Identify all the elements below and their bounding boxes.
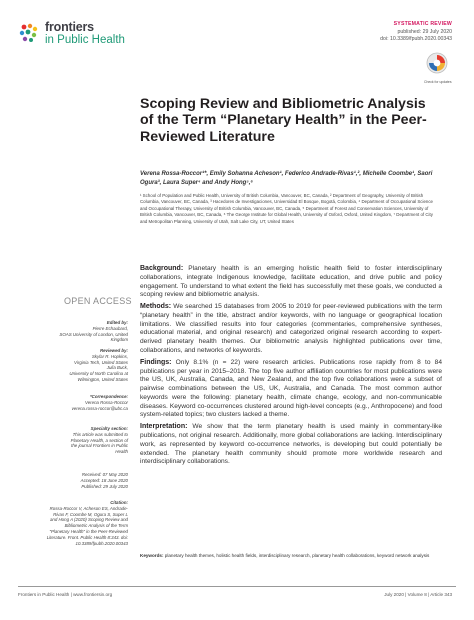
- reviewer-name[interactable]: Julia Buck,: [106, 365, 128, 371]
- article-type-label: SYSTEMATIC REVIEW: [393, 21, 452, 27]
- abstract-methods: [140, 303, 442, 356]
- reviewer-name[interactable]: Skylar R. Hopkins,: [91, 353, 128, 359]
- crossmark-badge[interactable]: [424, 52, 450, 82]
- background-text: Planetary health is an emerging holistic health field to foster interdisciplinary collaborations, integrate Indigenous knowledge, facilitate education, and drive public and policy engagement. To understand to what extent the field has successfully met these goals, we conducted a scoping review and bibliometric analysis.: [140, 265, 442, 299]
- reviewed-by-block: [8, 348, 128, 383]
- abstract-interpretation: [140, 423, 442, 467]
- citation-label: Citation:: [110, 500, 128, 505]
- open-access-label: OPEN ACCESS: [64, 296, 132, 306]
- correspondence-block: [8, 394, 128, 411]
- published-date-side: Published: 29 July 2020: [81, 483, 128, 489]
- correspondence-email[interactable]: verena.rossa-roccor@ubc.ca: [71, 405, 128, 411]
- methods-text: We searched 15 databases from 2005 to 2019 for peer-reviewed publications with the term “planetary health” in the title, abstract and/or keywords, with no language or geographical location limitations. We classified results into four categories (commentaries, comprehensive syntheses, educational material, and original research) and categorized original research according to expert-derived planetary health themes. Our bibliometric analysis highlighted publications over time, collaborations, and networks of keywords.: [140, 303, 442, 354]
- received-date: Received: 07 May 2020: [81, 472, 128, 477]
- findings-text: Only 8.1% (n = 22) were research articles. Publications rose rapidly from 8 to 84 publications per year in 2015–2018. The top five author affiliation countries for most publications were the US, UK, Australia, Canada, and New Zealand, and the top five collaborations were a subset of pairwise combinations between the US, UK, Australia, and Canada. The most common author keywords were the following: planetary health, climate change, ecology, and non-communicable diseases. Keyword co-occurrences clustered around high-level concepts (e.g., Anthropocene) and food system-related topics; two clusters lacked a theme.: [140, 358, 442, 419]
- specialty-section-text: This article was submitted to Planetary Health, a section of the journal Frontiers in Public Health: [70, 431, 128, 455]
- frontiers-logo-mark-icon: [18, 22, 40, 44]
- keywords: [140, 553, 442, 559]
- methods-label: Methods:: [140, 303, 172, 311]
- keywords-text: planetary health themes, holistic health fields, interdisciplinary research, planetary health collaborations, keyword network analysis: [164, 553, 430, 558]
- crossmark-label: Check for updates: [424, 80, 452, 84]
- published-date: published: 29 July 2020: [397, 29, 452, 35]
- reviewer-affiliation: Virginia Tech, United States: [74, 359, 128, 365]
- findings-label: Findings:: [140, 358, 172, 366]
- background-label: Background:: [140, 265, 184, 272]
- citation-block: [8, 500, 128, 546]
- accepted-date: Accepted: 18 June 2020: [80, 477, 128, 483]
- edited-by-block: [8, 320, 128, 343]
- affiliations: ¹ School of Population and Public Health, University of British Columbia, Vancouver, BC, Canada, ² Department of Geography, University of British Columbia, Vancouver, BC, Canada, ³ Hacedores de Investigaciones, Universidad El Bosque, Bogotá, Colombia, ⁴ Department of Occupational Science and Occupational Therapy, University of British Columbia, Vancouver, BC, Canada, ⁵ Department of Forest and Conservation Sciences, University of British Columbia, Vancouver, BC, Canada, ⁶ The George Institute for Global Health, University of Oxford, Oxford, United Kingdom, ⁷ Department of City and Metropolitan Planning, University of Utah, Salt Lake City, UT, United States: [140, 193, 433, 224]
- journal-logo[interactable]: [18, 20, 138, 50]
- journal-name: in Public Health: [45, 34, 125, 46]
- interpretation-text: We show that the term planetary health is used mainly in commentary-like publications, not original research. Additionally, more global collaborations are lacking. Interdisciplinary work, as represented by keyword co-occurrence networks, is developing but could potentially be extended. The planetary health community should promote more worldwide research and interdisciplinary collaborations.: [140, 423, 442, 466]
- citation-text: Rossa-Roccor V, Acheson ES, Andrade-Rivas F, Coombe M, Ogura S, Super L and Hong A (2020) Scoping Review and Bibliometric Analysis of the Term “Planetary Health” in the Peer-Reviewed Literature. Front. Public Health 8:343. doi: 10.3389/fpubh.2020.00343: [46, 505, 128, 546]
- brand-name: frontiers: [45, 20, 94, 34]
- editor-affiliation: SOAS University of London, United Kingdom: [59, 331, 128, 343]
- interpretation-label: Interpretation:: [140, 423, 188, 431]
- footer-journal[interactable]: Frontiers in Public Health | www.frontiersin.org: [18, 592, 113, 597]
- abstract: [140, 265, 442, 470]
- edited-by-label: Edited by:: [106, 320, 128, 325]
- reviewer-affiliation: University of North Carolina at Wilmington, United States: [69, 371, 128, 382]
- dates-block: [8, 472, 128, 489]
- keywords-label: Keywords:: [140, 553, 164, 558]
- footer-volume-info: July 2020 | Volume 8 | Article 343: [384, 592, 452, 597]
- editor-name[interactable]: Pierre Echaubard,: [92, 325, 128, 331]
- abstract-findings: [140, 359, 442, 420]
- correspondence-name: Verena Rossa-Roccor: [84, 399, 128, 405]
- article-title: Scoping Review and Bibliometric Analysis of the Term “Planetary Health” in the Peer-Reviewed Literature: [140, 96, 427, 145]
- correspondence-label: *Correspondence:: [89, 394, 128, 399]
- crossmark-icon: [424, 52, 450, 74]
- specialty-section-label: Specialty section:: [90, 426, 128, 431]
- header-doi[interactable]: doi: 10.3389/fpubh.2020.00343: [380, 36, 452, 42]
- abstract-background: [140, 265, 442, 300]
- specialty-section-block: [8, 426, 128, 455]
- author-list[interactable]: Verena Rossa-Roccor¹*, Emily Sohanna Acheson¹, Federico Andrade-Rivas¹,², Michelle Coombe¹, Saori Ogura³, Laura Super⁴ and Andy Hong⁵,⁶: [140, 171, 433, 186]
- reviewed-by-label: Reviewed by:: [99, 348, 128, 353]
- footer-divider: [18, 586, 456, 587]
